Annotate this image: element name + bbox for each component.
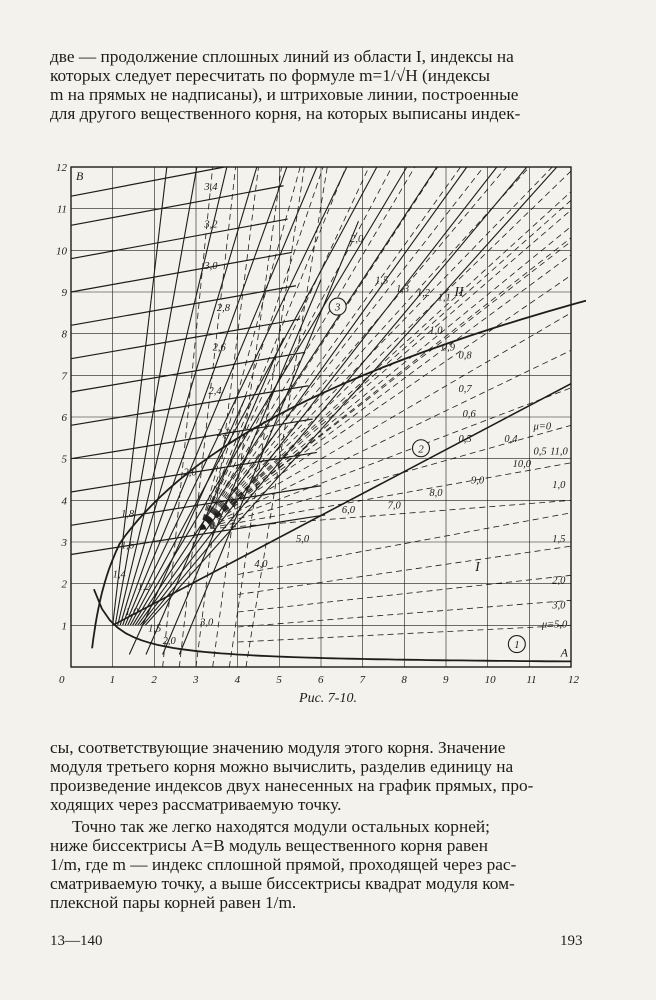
solid-line (113, 167, 167, 625)
point-label: 3 (334, 301, 341, 314)
dashed-line (200, 313, 571, 530)
index-label-dashed: 1,1 (437, 292, 451, 304)
index-label-dashed: 0,8 (458, 350, 472, 362)
index-label-dashed: 3,0 (552, 600, 566, 612)
solid-line (179, 221, 358, 654)
y-tick-label: 1 (61, 620, 67, 633)
solid-line (71, 419, 313, 459)
x-tick-label: 0 (59, 674, 65, 686)
printer-signature: 13—140 (50, 933, 103, 949)
axis-label-a: A (560, 645, 568, 660)
x-tick-label: 10 (484, 674, 496, 686)
index-label-solid: 3,2 (204, 219, 218, 231)
text-line: модуля третьего корня можно вычислить, разделив единицу на (50, 757, 514, 776)
index-label-dashed: 6,0 (341, 504, 355, 516)
index-label-dashed: 0,5 (533, 446, 547, 458)
paragraph-bottom (50, 817, 590, 912)
solid-line (130, 167, 377, 625)
solid-line (71, 352, 304, 392)
x-tick-label: 2 (151, 674, 157, 686)
solid-line (128, 167, 347, 625)
index-label-dashed: 2,0 (350, 234, 364, 245)
x-tick-label: 11 (526, 674, 537, 686)
text-line: сы, соответствующие значению модуля этого корня. Значение (50, 738, 506, 757)
text-line: ниже биссектрисы A=B модуль вещественного корня равен (50, 836, 488, 855)
index-label-dashed: 1,5 (552, 534, 566, 545)
x-tick-label: 6 (318, 674, 324, 686)
index-label-solid: 1,6 (121, 540, 135, 552)
x-tick-label: 8 (401, 674, 407, 686)
index-label-dashed: 0,6 (462, 409, 476, 420)
index-label-dashed: 0,5 (458, 434, 472, 445)
y-tick-label: 8 (61, 328, 67, 341)
solid-line (112, 167, 197, 625)
index-label-solid: 1,2 (137, 581, 151, 593)
text-line: 1/m, где m — индекс сплошной прямой, проходящей через рас- (50, 855, 517, 874)
x-tick-label: 9 (443, 674, 449, 686)
text-line: произведение индексов двух нанесенных на график прямых, про- (50, 776, 534, 795)
nomogram-figure (56, 150, 586, 690)
index-label-solid: 2,4 (208, 386, 222, 398)
index-label-dashed: 0,7 (458, 384, 472, 395)
y-tick-label: 9 (61, 287, 67, 299)
index-label-dashed: 9,0 (471, 475, 485, 487)
region-label: II (454, 285, 464, 301)
text-line: для другого вещественного корня, на которых выписаны индек- (50, 104, 521, 123)
index-label-dashed: μ=5,0 (541, 619, 568, 631)
index-label-solid: 3,0 (200, 617, 214, 629)
index-label-dashed: 11,0 (550, 446, 568, 458)
index-label-solid: 2,2 (216, 427, 230, 439)
paragraph-top (50, 47, 590, 123)
index-label-dashed: 0,9 (441, 342, 455, 354)
index-label-solid: 1,8 (121, 509, 135, 520)
page-number: 193 (560, 933, 583, 949)
index-label-solid: 2,6 (212, 342, 226, 354)
index-label-solid: 2,0 (162, 636, 176, 648)
index-label-dashed: 0,4 (504, 434, 518, 445)
solid-line (71, 167, 225, 196)
x-tick-label: 1 (109, 674, 116, 686)
y-tick-label: 3 (61, 537, 67, 549)
index-label-solid: 2,0 (183, 467, 197, 479)
x-tick-label: 3 (193, 674, 199, 686)
solid-line (71, 219, 288, 259)
y-tick-label: 5 (61, 453, 67, 466)
index-label-dashed: 2,0 (552, 575, 566, 587)
dashed-line (200, 227, 571, 530)
y-tick-label: 2 (61, 578, 67, 591)
index-label-solid: 3,4 (204, 181, 218, 193)
index-label-solid: 3,0 (204, 261, 218, 273)
index-label-dashed: 10,0 (512, 459, 532, 470)
index-label-solid: 1,5 (148, 623, 162, 635)
y-tick-label: 6 (61, 412, 67, 424)
y-tick-label: 12 (56, 162, 67, 174)
index-label-solid: 1,0 (125, 606, 139, 618)
x-tick-label: 5 (276, 674, 282, 686)
y-tick-label: 11 (56, 203, 67, 216)
solid-line (123, 167, 287, 625)
index-label-dashed: 4,0 (254, 559, 268, 570)
text-line: плексной пары корней равен 1/m. (50, 893, 297, 912)
region-label: I (475, 560, 480, 576)
text-line: m на прямых не надписаны), и штриховые линии, построенные (50, 85, 519, 104)
y-tick-label: 4 (61, 495, 67, 508)
x-tick-label: 7 (359, 674, 366, 686)
y-tick-label: 7 (61, 370, 67, 383)
boundary-curve-upper (92, 167, 586, 648)
x-tick-label: 12 (568, 674, 579, 686)
index-label-dashed: 8,0 (429, 488, 443, 500)
solid-line (143, 167, 527, 625)
index-label-solid: 2,8 (216, 302, 230, 314)
text-line: ходящих через рассматриваемую точку. (50, 795, 342, 814)
y-tick-label: 10 (56, 245, 67, 258)
text-line: которых следует пересчитать по формуле m=1/√H (индексы (50, 66, 490, 85)
index-label-dashed: 7,0 (387, 500, 401, 512)
index-label-dashed: 1,0 (552, 479, 566, 491)
index-label-dashed: μ=0 (533, 421, 552, 433)
index-label-dashed: 1,2 (416, 288, 430, 300)
axis-label-b: B (76, 169, 84, 183)
paragraph-middle (50, 738, 590, 814)
index-label-dashed: 5,0 (296, 534, 310, 545)
x-tick-label: 4 (234, 674, 241, 686)
dashed-line (200, 167, 415, 530)
index-label-dashed: 1,5 (375, 275, 389, 287)
text-line: сматриваемую точку, а выше биссектрисы квадрат модуля ком- (50, 874, 515, 893)
text-line: две — продолжение сплошных линий из области I, индексы на (50, 47, 514, 66)
solid-line (138, 167, 467, 625)
point-label: 2 (418, 443, 424, 456)
text-line: Точно так же легко находятся модули остальных корней; (72, 817, 490, 836)
index-label-solid: 1,4 (112, 569, 126, 581)
figure-caption: Рис. 7-10. (299, 691, 357, 706)
index-label-dashed: 1,0 (429, 325, 443, 337)
solid-line (71, 252, 292, 292)
index-label-dashed: 1,3 (396, 284, 410, 295)
point-label: 1 (514, 639, 520, 652)
